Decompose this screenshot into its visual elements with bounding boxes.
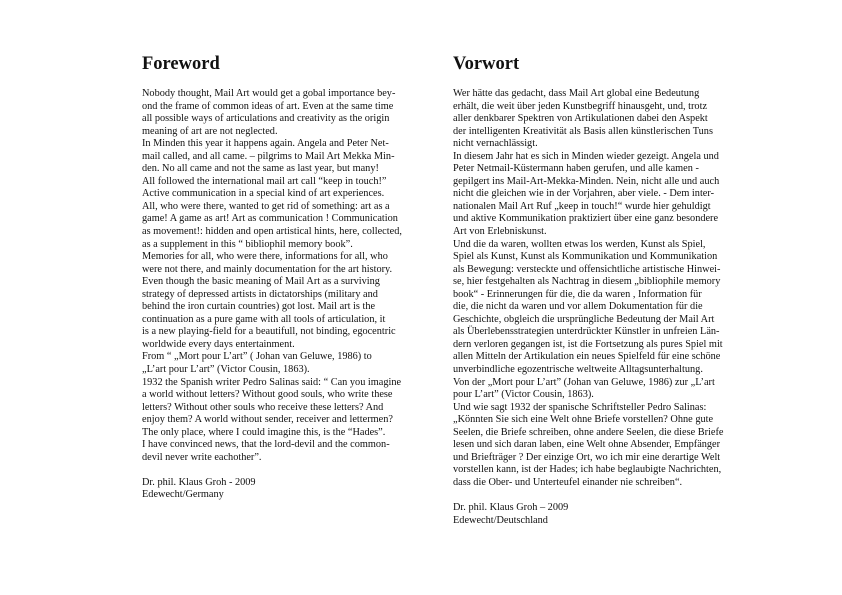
english-body-line: as movement!: hidden and open artistical hints, here, collected, <box>142 226 402 238</box>
german-body-line: und aktive Kommunikation praktiziert über eine ganz besondere <box>453 213 719 225</box>
german-body-line: pour L’art” (Victor Cousin, 1863). <box>453 389 594 401</box>
german-body-line: und Briefträger ? Der einzige Ort, wo ich mir eine derartige Welt <box>453 451 721 463</box>
german-heading: Vorwort <box>453 54 520 74</box>
german-signature-name: Dr. phil. Klaus Groh – 2009 <box>453 502 569 513</box>
english-body-line: game! A game as art! Art as communication ! Communication <box>142 213 398 225</box>
english-body-line: devil never write eachother”. <box>142 451 262 463</box>
german-body-line: In diesem Jahr hat es sich in Minden wieder gezeigt. Angela und <box>453 150 719 162</box>
german-body-line: erhält, die weit über jeden Kunstbegriff hinausgeht, und, trotz <box>453 100 708 112</box>
german-body-line: Wer hätte das gedacht, dass Mail Art global eine Bedeutung <box>453 88 700 99</box>
german-body-line: gepilgert ins Mail-Art-Mekka-Minden. Nein, nicht alle und auch <box>453 175 720 187</box>
german-body-line: book“ - Erinnerungen für die, die da waren , Information für <box>453 288 702 300</box>
german-body-line: Von der „Mort pour L’art” (Johan van Geluwe, 1986) zur „L’art <box>453 376 715 388</box>
german-body-line: nicht vernachlässigt. <box>453 138 538 150</box>
german-body-line: lesen und sich daran laben, eine Welt ohne Absender, Empfänger <box>453 439 721 451</box>
english-signature <box>142 477 427 502</box>
german-body-line: Peter Netmail-Küstermann haben gerufen, und alle kamen - <box>453 163 699 175</box>
german-body-line: aller denkbarer Spektren von Artikulationen dabei den Aspekt <box>453 113 708 125</box>
english-body-line: as a supplement in this “ bibliophil memory book”. <box>142 238 353 250</box>
german-body-line: als Bewegung: versteckte und offensichtliche artistische Hinwei- <box>453 263 721 275</box>
english-body-line: Active communication in a special kind of art experiences. <box>142 188 385 200</box>
english-body-line: meaning of art are not neglected. <box>142 125 278 137</box>
german-signature <box>453 502 753 527</box>
english-body-line: behind the iron curtain countries) got lost. Mail art is the <box>142 301 376 313</box>
english-body-line: were not there, and mainly documentation for the art history. <box>142 263 393 275</box>
german-body-line: nationalen Mail Art Ruf „keep in touch!“ wurde hier gehuldigt <box>453 200 711 212</box>
german-body-line: dass die Ober- und Unterteufel einander nie schreiben“. <box>453 476 683 488</box>
english-body-line: From “ „Mort pour L’art” ( Johan van Geluwe, 1986) to <box>142 351 372 363</box>
german-body-line: Geschichte, obgleich die ursprüngliche Bedeutung der Mail Art <box>453 313 715 325</box>
german-body-line: Spiel als Kunst, Kunst als Kommunikation und Kommunikation <box>453 251 718 263</box>
english-body-line: The only place, where I could imagine this, is the “Hades”. <box>142 426 386 438</box>
german-body-line: Und wie sagt 1932 der spanische Schriftsteller Pedro Salinas: <box>453 401 707 413</box>
english-body-line: worldwide every days entertainment. <box>142 338 295 350</box>
english-body-line: Nobody thought, Mail Art would get a gobal importance bey- <box>142 88 396 99</box>
english-body-line: strategy of depressed artists in dictatorships (military and <box>142 288 378 300</box>
english-body-line: „L’art pour L’art” (Victor Cousin, 1863). <box>142 364 310 376</box>
german-body-text <box>453 88 753 490</box>
english-body-line: I have convinced news, that the lord-devil and the common- <box>142 439 390 451</box>
english-body-line: 1932 the Spanish writer Pedro Salinas said: “ Can you imagine <box>142 376 402 388</box>
english-body-line: All, who were there, wanted to get rid of something: art as a <box>142 200 390 212</box>
german-body-line: die, die nicht da waren und vor allem Dokumentation für die <box>453 301 703 313</box>
english-signature-place: Edewecht/Germany <box>142 489 224 501</box>
german-signature-place: Edewecht/Deutschland <box>453 514 548 526</box>
english-body-line: continuation as a pure game with all tools of articulation, it <box>142 313 386 325</box>
english-body-line: a world without letters? Without good souls, who write these <box>142 389 393 401</box>
english-heading: Foreword <box>142 54 220 74</box>
english-signature-name: Dr. phil. Klaus Groh - 2009 <box>142 476 256 488</box>
german-body-line: Und die da waren, wollten etwas los werden, Kunst als Spiel, <box>453 238 706 250</box>
english-body-text <box>142 88 427 464</box>
german-body-line: dern verloren gegangen ist, ist die Fortsetzung als pures Spiel mit <box>453 338 723 350</box>
english-body-line: In Minden this year it happens again. Angela and Peter Net- <box>142 138 389 150</box>
german-body-line: Art von Erlebniskunst. <box>453 226 547 238</box>
german-body-line: Seelen, die Briefe schreiben, ohne andere Seelen, die diese Briefe <box>453 426 724 438</box>
english-body-line: is a new playing-field for a beautifull, not binding, egocentric <box>142 326 396 338</box>
german-body-line: als Überlebensstrategien unterdrückter Künstler in unfreien Län- <box>453 326 720 338</box>
english-body-line: mail called, and all came. – pilgrims to Mail Art Mekka Min- <box>142 150 395 162</box>
german-body-line: allen Mitteln der Artikulation ein neues Spielfeld für eine schöne <box>453 351 721 363</box>
german-body-line: vorstellen kann, ist der Hades; ich habe beglaubigte Nachrichten, <box>453 464 722 476</box>
english-column <box>142 52 427 502</box>
german-column <box>453 52 753 527</box>
german-body-line: se, hier festgehalten als Nachtrag in diesem „bibliophile memory <box>453 276 721 288</box>
english-body-line: all possible ways of articulations and creativity as the origin <box>142 113 390 125</box>
english-body-line: All followed the international mail art call “keep in touch!” <box>142 175 387 187</box>
german-body-line: nicht die gleichen wie in der Vorjahren, aber viele. - Dem inter- <box>453 188 715 200</box>
german-body-line: unverbindliche egozentrische weltweite Alltagsunterhaltung. <box>453 364 703 376</box>
german-body-line: der intelligenten Kreativität als Basis allen künstlerischen Tuns <box>453 125 713 137</box>
english-body-line: enjoy them? A world without sender, receiver and lettermen? <box>142 414 393 426</box>
english-body-line: letters? Without other souls who receive these letters? And <box>142 401 384 413</box>
german-body-line: „Könnten Sie sich eine Welt ohne Briefe vorstellen? Ohne gute <box>453 414 714 426</box>
english-body-line: Memories for all, who were there, informations for all, who <box>142 251 388 263</box>
english-body-line: ond the frame of common ideas of art. Even at the same time <box>142 100 394 112</box>
english-body-line: Even though the basic meaning of Mail Art as a surviving <box>142 276 380 288</box>
english-body-line: den. No all came and not the same as last year, but many! <box>142 163 379 175</box>
